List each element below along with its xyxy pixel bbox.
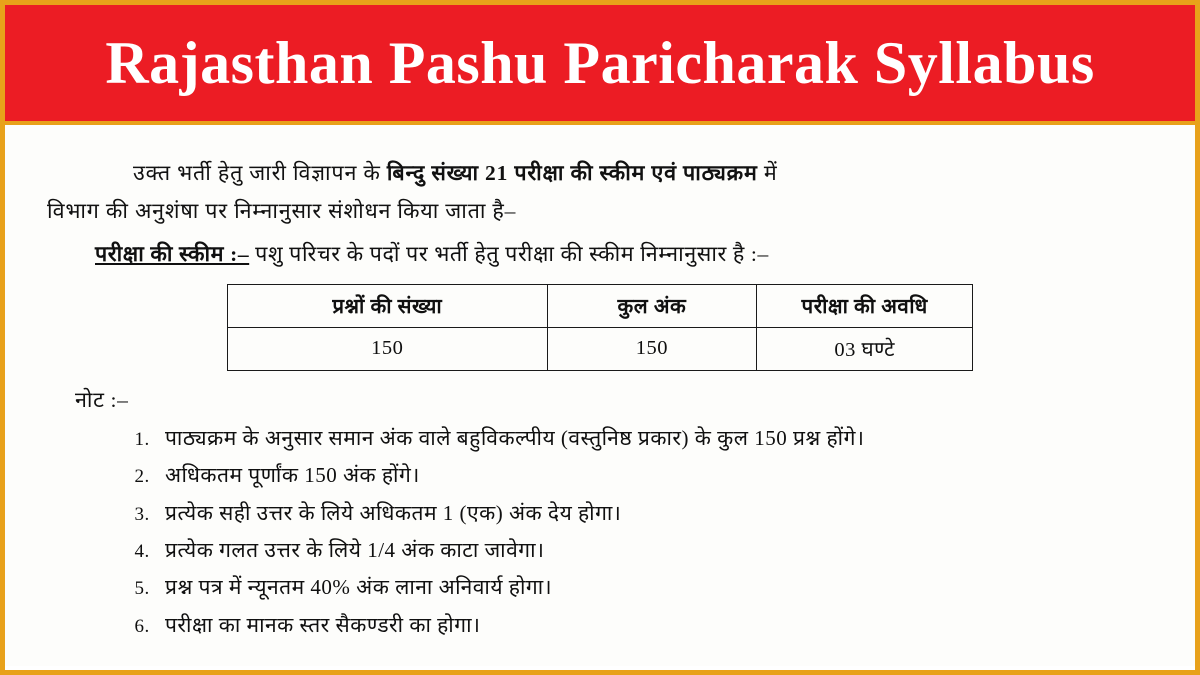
scheme-description: पशु परिचर के पदों पर भर्ती हेतु परीक्षा की स्कीम निम्नानुसार है :– xyxy=(249,241,769,266)
banner xyxy=(5,5,1195,125)
table-header-row xyxy=(228,284,973,327)
intro-text-part-2: में xyxy=(757,161,778,185)
exam-scheme-table xyxy=(227,284,973,371)
list-item: 4. प्रत्येक गलत उत्तर के लिये 1/4 अंक काटा जावेगा। xyxy=(155,532,1153,569)
intro-line-2: विभाग की अनुशंषा पर निम्नानुसार संशोधन किया जाता है– xyxy=(47,198,517,223)
list-item: 1. पाठ्यक्रम के अनुसार समान अंक वाले बहुविकल्पीय (वस्तुनिष्ठ प्रकार) के कुल 150 प्रश्न होंगे। xyxy=(155,420,1153,457)
table-cell: 150 xyxy=(547,327,757,370)
table-cell: 150 xyxy=(228,327,548,370)
list-item: 6. परीक्षा का मानक स्तर सैकण्डरी का होगा। xyxy=(155,607,1153,644)
note-label: नोट :– xyxy=(75,387,129,412)
list-item: 3. प्रत्येक सही उत्तर के लिये अधिकतम 1 (एक) अंक देय होगा। xyxy=(155,495,1153,532)
notes-list xyxy=(47,420,1153,644)
table-cell: 03 घण्टे xyxy=(757,327,973,370)
intro-text-part-1: उक्त भर्ती हेतु जारी विज्ञापन के xyxy=(133,161,387,185)
scheme-label: परीक्षा की स्कीम :– xyxy=(95,241,250,266)
page-title: Rajasthan Pashu Paricharak Syllabus xyxy=(105,30,1095,96)
table-header-cell: कुल अंक xyxy=(547,284,757,327)
table-row xyxy=(228,327,973,370)
intro-line-1 xyxy=(47,153,1153,195)
list-item: 5. प्रश्न पत्र में न्यूनतम 40% अंक लाना अनिवार्य होगा। xyxy=(155,569,1153,606)
document-body xyxy=(5,125,1195,666)
table-header-cell: परीक्षा की अवधि xyxy=(757,284,973,327)
table-header-cell: प्रश्नों की संख्या xyxy=(228,284,548,327)
list-item: 2. अधिकतम पूर्णांक 150 अंक होंगे। xyxy=(155,457,1153,494)
intro-text-bold: बिन्दु संख्या 21 परीक्षा की स्कीम एवं पाठ्यक्रम xyxy=(386,161,758,185)
scheme-line xyxy=(47,239,1153,268)
